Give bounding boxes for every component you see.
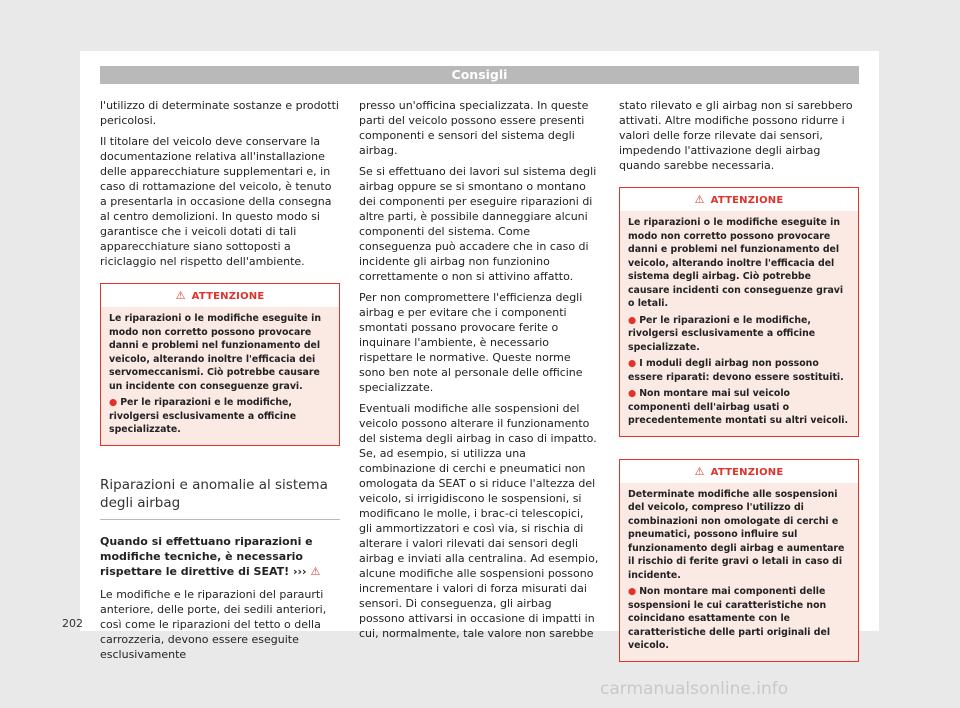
warning-ref-icon: ⚠: [310, 564, 321, 578]
paragraph: Se si effettuano dei lavori sul sistema degli airbag oppure se si smontano o montano dei componenti per eseguire riparazioni di altre parti, è possibile danneggiare alcuni componenti del sistema. Come conseguenza può accadere che in caso di incidente gli airbag non funzionino correttamente o non si attivino affatto.: [359, 165, 597, 283]
sub-heading: Quando si effettuano riparazioni e modifiche tecniche, è necessario rispettare le direttive di SEAT! ››› ⚠: [100, 534, 321, 578]
warning-box: [619, 187, 859, 437]
bullet-icon: ●: [628, 314, 637, 326]
warning-bullet: ● Non montare mai sul veicolo componenti dell'airbag usati o precedentemente montati su altri veicoli.: [628, 388, 849, 426]
warning-text: Le riparazioni o le modifiche eseguite in modo non corretto possono provocare danni e problemi nel funzionamento del veicolo, alterando inoltre l'efficacia del sistema degli airbag. Ciò potrebbe causare incidenti con conseguenze gravi o letali.: [628, 217, 844, 309]
warning-box: [100, 283, 340, 446]
warning-body: [620, 211, 858, 436]
page-number: 202: [62, 617, 83, 630]
column-3: [619, 98, 859, 662]
paragraph: presso un'officina specializzata. In queste parti del veicolo possono essere presenti componenti e sensori del sistema degli airbag.: [359, 99, 589, 157]
warning-bullet: ● Per le riparazioni e le modifiche, rivolgersi esclusivamente a officine specializzate.: [109, 397, 297, 435]
warning-body: [620, 483, 858, 661]
paragraph: Le modifiche e le riparazioni del paraurti anteriore, delle porte, dei sedili anteriori, così come le riparazioni del tetto o della carrozzeria, devono essere eseguite esclusivamente: [100, 587, 327, 661]
watermark: carmanualsonline.info: [600, 679, 789, 699]
warning-text: Determinate modifiche alle sospensioni del veicolo, compreso l'utilizzo di combinazioni non omologate di cerchi e pneumatici, possono influire sul funzionamento degli airbag e aumentare il rischio di ferite gravi o letali in caso di incidente.: [628, 488, 845, 581]
section-title: Riparazioni e anomalie al sistema degli airbag: [100, 476, 340, 520]
column-2: [359, 98, 599, 647]
bullet-icon: ●: [628, 388, 637, 399]
bullet-icon: ●: [109, 397, 118, 408]
warning-header: [101, 284, 339, 307]
bullet-icon: ●: [628, 358, 637, 369]
warning-bullet: ● Per le riparazioni e le modifiche, rivolgersi esclusivamente a officine specializzate.: [628, 314, 816, 353]
paragraph: Il titolare del veicolo deve conservare la documentazione relativa all'installazione delle apparecchiature supplementari e, in caso di rottamazione del veicolo, è tenuto a presentarla in occasione della consegna al centro demolizioni. In questo modo si garantisce che i veicoli dotati di tali apparecchiature siano sottoposti a riciclaggio nel rispetto dell'ambiente.: [100, 135, 332, 268]
paragraph: stato rilevato e gli airbag non si sarebbero attivati. Altre modifiche possono ridurre i valori delle forze rilevate dai sensori, impedendo l'attivazione degli airbag quando sarebbe necessaria.: [619, 99, 853, 172]
warning-bullet: ● Non montare mai componenti delle sospensioni le cui caratteristiche non coincidano esattamente con le caratteristiche delle parti originali del veicolo.: [628, 586, 831, 651]
column-1: [100, 98, 340, 668]
paragraph: Eventuali modifiche alle sospensioni del veicolo possono alterare il funzionamento del sistema degli airbag in caso di impatto. Se, ad esempio, si utilizza una combinazione di cerchi e pneumatici non omologata da SEAT o si riduce l'altezza del veicolo, si irrigidiscono le sospensioni, si modificano le molle, i brac-ci telescopici, gli ammortizzatori e così via, si rischia di alterare i valori rilevati dai sensori degli airbag e inviati alla centralina. Ad esempio, alcune modifiche alle sospensioni possono incrementare i valori di forza misurati dai sensori. Di conseguenza, gli airbag possono attivarsi in occasione di impatti in cui, normalmente, tale valore non sarebbe: [359, 402, 599, 640]
warning-header: ⚠ ATTENZIONE: [620, 460, 858, 483]
warning-icon: ⚠: [694, 464, 705, 478]
warning-box: [619, 459, 859, 662]
warning-text: Le riparazioni o le modifiche eseguite in modo non corretto possono provocare danni e problemi nel funzionamento del veicolo, alterando inoltre l'efficacia dei servomeccanismi. Ciò potrebbe causare un incidente con conseguenze gravi.: [109, 313, 322, 392]
warning-bullet: ● I moduli degli airbag non possono essere riparati: devono essere sostituiti.: [628, 358, 844, 383]
warning-icon: ⚠: [694, 193, 705, 206]
paragraph: Per non compromettere l'efficienza degli airbag e per evitare che i componenti smontati possano provocare ferite o inquinare l'ambiente, è necessario rispettare le normative. Queste norme sono ben note al personale delle officine specializzate.: [359, 291, 583, 394]
paragraph: l'utilizzo di determinate sostanze e prodotti pericolosi.: [100, 99, 339, 127]
warning-icon: ⚠: [175, 289, 186, 302]
page-header: Consigli: [100, 66, 859, 84]
warning-body: [101, 307, 339, 445]
warning-header: ⚠ ATTENZIONE: [620, 188, 858, 211]
bullet-icon: ●: [628, 586, 637, 597]
warning-label: ATTENZIONE: [191, 291, 265, 302]
